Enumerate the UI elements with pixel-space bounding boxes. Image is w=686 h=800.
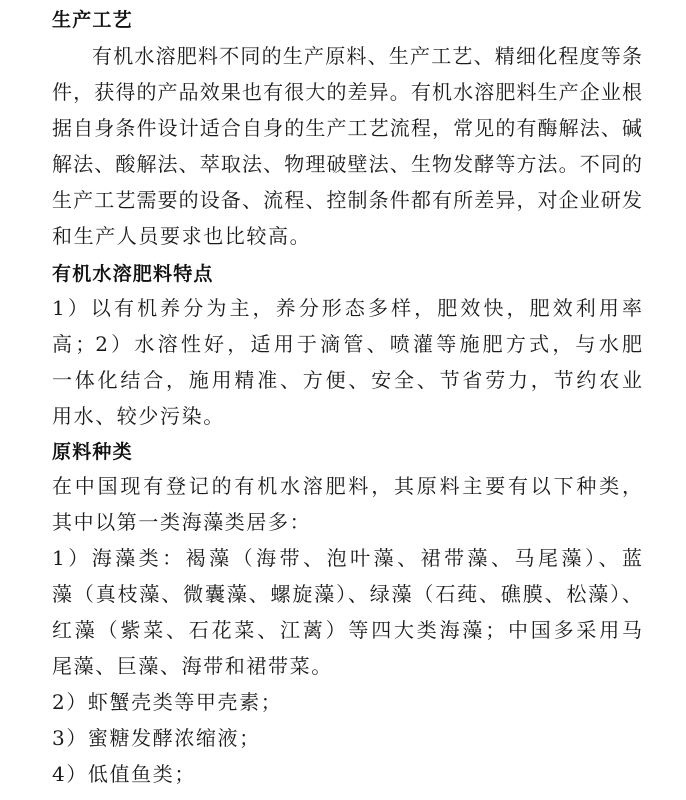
list-item: 3）蜜糖发酵浓缩液； [52,726,261,750]
paragraph-line: 据自身条件设计适合自身的生产工艺流程，常见的有酶解法、碱 [52,116,642,140]
paragraph-line: 高；2）水溶性好，适用于滴管、喷灌等施肥方式，与水肥 [52,332,642,356]
list-item-line: 红藻（紫菜、石花菜、江蓠）等四大类海藻；中国多采用马 [52,618,642,642]
list-item-line: 尾藻、巨藻、海带和裙带菜。 [52,654,333,678]
paragraph-line: 件，获得的产品效果也有很大的差异。有机水溶肥料生产企业根 [52,80,642,104]
paragraph-line: 其中以第一类海藻类居多： [52,510,312,534]
paragraph-line: 有机水溶肥料不同的生产原料、生产工艺、精细化程度等条 [92,44,642,68]
heading-production-process: 生产工艺 [52,9,133,31]
paragraph-line: 1）以有机养分为主，养分形态多样，肥效快，肥效利用率 [52,296,642,320]
heading-features: 有机水溶肥料特点 [52,263,214,285]
list-item-line: 藻（真枝藻、微囊藻、螺旋藻）、绿藻（石莼、礁膜、松藻）、 [52,582,642,606]
list-item: 4）低值鱼类； [52,762,196,786]
heading-raw-materials: 原料种类 [52,441,133,463]
paragraph-line: 一体化结合，施用精准、方便、安全、节省劳力，节约农业 [52,368,642,392]
list-item-line: 1）海藻类：褐藻（海带、泡叶藻、裙带藻、马尾藻）、蓝 [52,546,642,570]
paragraph-line: 解法、酸解法、萃取法、物理破壁法、生物发酵等方法。不同的 [52,152,642,176]
paragraph-line: 在中国现有登记的有机水溶肥料，其原料主要有以下种类， [52,474,642,498]
paragraph-line: 用水、较少污染。 [52,404,225,428]
paragraph-line: 和生产人员要求也比较高。 [52,224,312,248]
paragraph-line: 生产工艺需要的设备、流程、控制条件都有所差异，对企业研发 [52,188,642,212]
list-item: 2）虾蟹壳类等甲壳素； [52,690,283,714]
